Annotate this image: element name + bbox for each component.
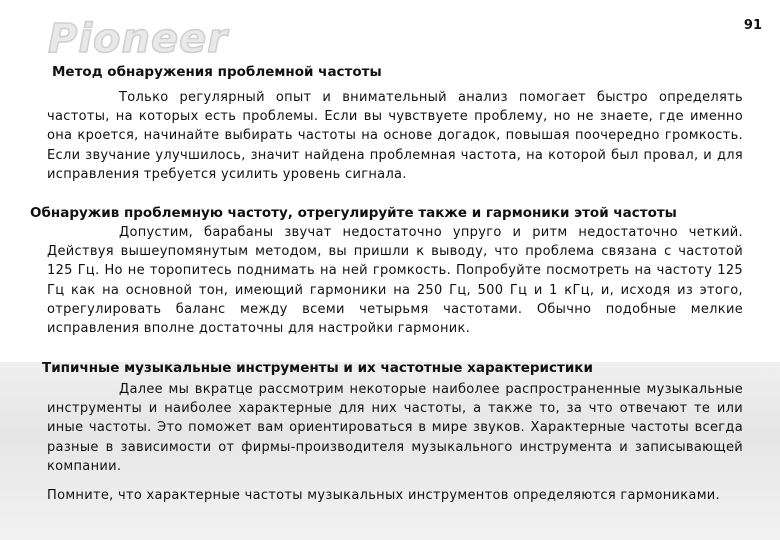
page-number: 91 [743,18,762,33]
section-heading-instruments: Типичные музыкальные инструменты и их частотные характеристики [42,360,593,376]
section-heading-harmonics: Обнаружив проблемную частоту, отрегулируйте также и гармоники этой частоты [30,205,677,221]
paragraph-detection-method: Только регулярный опыт и внимательный анализ помогает быстро определять частоты, на которых есть проблемы. Если вы чувствуете проблему, но не знаете, где именно она кроется, начинайте выбирать частоты на основе догадок, повышая поочередно громкость. Если звучание улучшилось, значит найдена проблемная частота, на которой был провал, и для исправления требуется усилить уровень сигнала. [47,90,743,182]
paragraph-instruments: Далее мы вкратце рассмотрим некоторые наиболее распространенные музыкальные инструменты и наиболее характерные для них частоты, а также то, за что отвечают те или иные частоты. Это поможет вам ориентироваться в мире звуков. Характерные частоты всегда разные в зависимости от фирмы-производителя музыкального инструмента и записывающей компании. [47,382,743,474]
brand-logo: Pioneer [48,16,228,62]
paragraph-instruments-note: Помните, что характерные частоты музыкальных инструментов определяются гармониками. [47,488,720,503]
section-heading-detection-method: Метод обнаружения проблемной частоты [52,64,382,80]
paragraph-harmonics: Допустим, барабаны звучат недостаточно упруго и ритм недостаточно четкий. Действуя вышеупомянутым методом, вы пришли к выводу, что проблема связана с частотой 125 Гц. Но не торопитесь поднимать на ней громкость. Попробуйте посмотреть на частоту 125 Гц как на основной тон, имеющий гармоники на 250 Гц, 500 Гц и 1 кГц, и, исходя из этого, отрегулировать баланс между всеми четырьмя частотами. Обычно подобные мелкие исправления вполне достаточны для настройки гармоник. [47,225,743,337]
